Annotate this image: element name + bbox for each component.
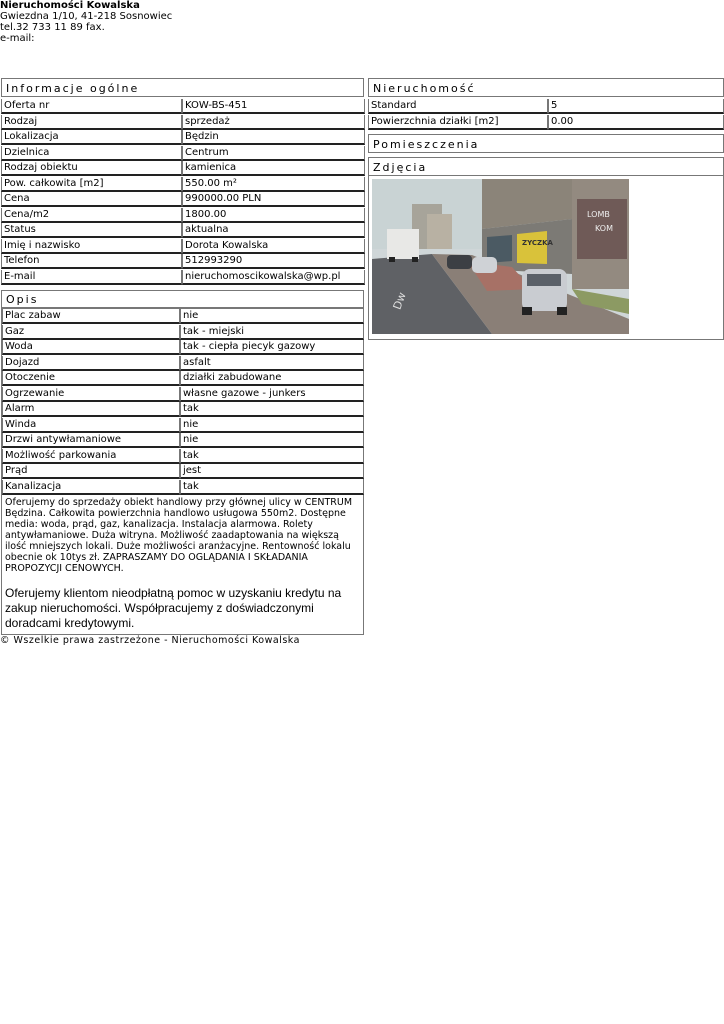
row-label: Woda bbox=[2, 340, 180, 355]
row-value: 512993290 bbox=[182, 254, 365, 269]
table-row bbox=[2, 340, 363, 356]
row-value: asfalt bbox=[180, 356, 364, 371]
shop-sign-text: ZYCZKA bbox=[522, 239, 553, 247]
row-label: Winda bbox=[2, 418, 180, 433]
footer: © Wszelkie prawa zastrzeżone - Nieruchomości Kowalska bbox=[0, 635, 300, 646]
row-value: KOW-BS-451 bbox=[182, 99, 365, 114]
table-row bbox=[1, 208, 364, 224]
row-label: Ogrzewanie bbox=[2, 387, 180, 402]
table-row bbox=[1, 177, 364, 193]
row-label: Możliwość parkowania bbox=[2, 449, 180, 464]
table-row bbox=[1, 239, 364, 255]
row-value: nie bbox=[180, 309, 364, 324]
table-row bbox=[1, 192, 364, 208]
row-value: tak - ciepła piecyk gazowy bbox=[180, 340, 364, 355]
row-label: Dojazd bbox=[2, 356, 180, 371]
table-row bbox=[2, 449, 363, 465]
row-label: Imię i nazwisko bbox=[1, 239, 182, 254]
table-row bbox=[1, 161, 364, 177]
description-text: Oferujemy do sprzedaży obiekt handlowy przy głównej ulicy w CENTRUM Będzina. Całkowita powierzchnia handlowo usługowa 550m2. Dostępne media: woda, prąd, gaz, kanalizacja. Instalacja alarmowa. Rolety antywłamaniowe. Duża witryna. Możliwość zaadaptowania na większą ilość mniejszych lokali. Duże możliwości aranżacyjne. Rentowność lokalu obecnie ok 10tys zł. ZAPRASZAMY DO OGLĄDANIA I SKŁADANIA PROPOZYCJI CENOWYCH. bbox=[5, 497, 353, 574]
table-row bbox=[2, 464, 363, 480]
table-row bbox=[2, 480, 363, 496]
row-value: 5 bbox=[548, 99, 724, 114]
row-label: Standard bbox=[368, 99, 548, 114]
table-row bbox=[2, 325, 363, 341]
row-value: aktualna bbox=[182, 223, 365, 238]
row-value: tak bbox=[180, 402, 364, 417]
row-value: 1800.00 bbox=[182, 208, 365, 223]
section-title-photos: Zdjęcia bbox=[368, 157, 724, 176]
side-sign-text-1: LOMB bbox=[587, 210, 610, 219]
section-title-property: Nieruchomość bbox=[368, 78, 724, 97]
table-row bbox=[2, 387, 363, 403]
row-value: 990000.00 PLN bbox=[182, 192, 365, 207]
side-sign-text-2: KOM bbox=[595, 224, 614, 233]
row-value: tak bbox=[180, 480, 364, 495]
row-value: działki zabudowane bbox=[180, 371, 364, 386]
table-row bbox=[368, 115, 724, 131]
row-label: Status bbox=[1, 223, 182, 238]
left-panel bbox=[1, 78, 364, 635]
table-row bbox=[2, 402, 363, 418]
table-row bbox=[2, 356, 363, 372]
opis-panel bbox=[1, 308, 364, 635]
row-label: Rodzaj obiektu bbox=[1, 161, 182, 176]
table-row bbox=[2, 309, 363, 325]
table-row bbox=[1, 115, 364, 131]
row-value: nie bbox=[180, 418, 364, 433]
row-label: Gaz bbox=[2, 325, 180, 340]
photos-panel bbox=[368, 176, 724, 340]
row-value: tak bbox=[180, 449, 364, 464]
row-label: Otoczenie bbox=[2, 371, 180, 386]
table-row bbox=[1, 254, 364, 270]
table-row bbox=[1, 99, 364, 115]
row-label: Cena/m2 bbox=[1, 208, 182, 223]
row-label: Cena bbox=[1, 192, 182, 207]
company-address: Gwiezdna 1/10, 41-218 Sosnowiec bbox=[0, 11, 173, 22]
row-label: E-mail bbox=[1, 270, 182, 285]
company-phone: tel.32 733 11 89 fax. bbox=[0, 22, 105, 33]
table-row bbox=[1, 130, 364, 146]
row-value: Będzin bbox=[182, 130, 365, 145]
section-title-rooms: Pomieszczenia bbox=[368, 134, 724, 153]
section-title-opis: Opis bbox=[1, 290, 364, 308]
street-view-image bbox=[372, 179, 629, 334]
table-row bbox=[1, 223, 364, 239]
row-label: Powierzchnia działki [m2] bbox=[368, 115, 548, 130]
row-label: Telefon bbox=[1, 254, 182, 269]
row-value: sprzedaż bbox=[182, 115, 365, 130]
row-label: Kanalizacja bbox=[2, 480, 180, 495]
company-email: e-mail: bbox=[0, 33, 35, 44]
row-label: Dzielnica bbox=[1, 146, 182, 161]
svg-text:Dw: Dw bbox=[390, 290, 409, 312]
property-table bbox=[368, 99, 724, 131]
table-row bbox=[368, 99, 724, 115]
table-row bbox=[2, 433, 363, 449]
row-value: nie bbox=[180, 433, 364, 448]
general-table bbox=[1, 99, 364, 285]
table-row bbox=[1, 146, 364, 162]
row-value: Dorota Kowalska bbox=[182, 239, 365, 254]
row-value: kamienica bbox=[182, 161, 365, 176]
row-value: Centrum bbox=[182, 146, 365, 161]
property-photo[interactable] bbox=[372, 179, 629, 334]
row-label: Oferta nr bbox=[1, 99, 182, 114]
table-row bbox=[2, 371, 363, 387]
table-row bbox=[2, 418, 363, 434]
row-label: Prąd bbox=[2, 464, 180, 479]
row-label: Plac zabaw bbox=[2, 309, 180, 324]
right-panel bbox=[368, 78, 724, 340]
header bbox=[0, 0, 172, 44]
row-value: jest bbox=[180, 464, 364, 479]
row-label: Lokalizacja bbox=[1, 130, 182, 145]
opis-table bbox=[2, 309, 363, 495]
table-row bbox=[1, 270, 364, 286]
row-value: 550.00 m² bbox=[182, 177, 365, 192]
row-value: tak - miejski bbox=[180, 325, 364, 340]
section-title-general: Informacje ogólne bbox=[1, 78, 364, 97]
company-name: Nieruchomości Kowalska bbox=[0, 0, 140, 11]
row-value: 0.00 bbox=[548, 115, 724, 130]
row-label: Alarm bbox=[2, 402, 180, 417]
row-value: własne gazowe - junkers bbox=[180, 387, 364, 402]
row-label: Pow. całkowita [m2] bbox=[1, 177, 182, 192]
row-label: Drzwi antywłamaniowe bbox=[2, 433, 180, 448]
row-value: nieruchomoscikowalska@wp.pl bbox=[182, 270, 365, 285]
row-label: Rodzaj bbox=[1, 115, 182, 130]
promo-text: Oferujemy klientom nieodpłatną pomoc w uzyskaniu kredytu na zakup nieruchomości. Współpracujemy z doświadczonymi doradcami kredytowymi. bbox=[5, 586, 342, 630]
